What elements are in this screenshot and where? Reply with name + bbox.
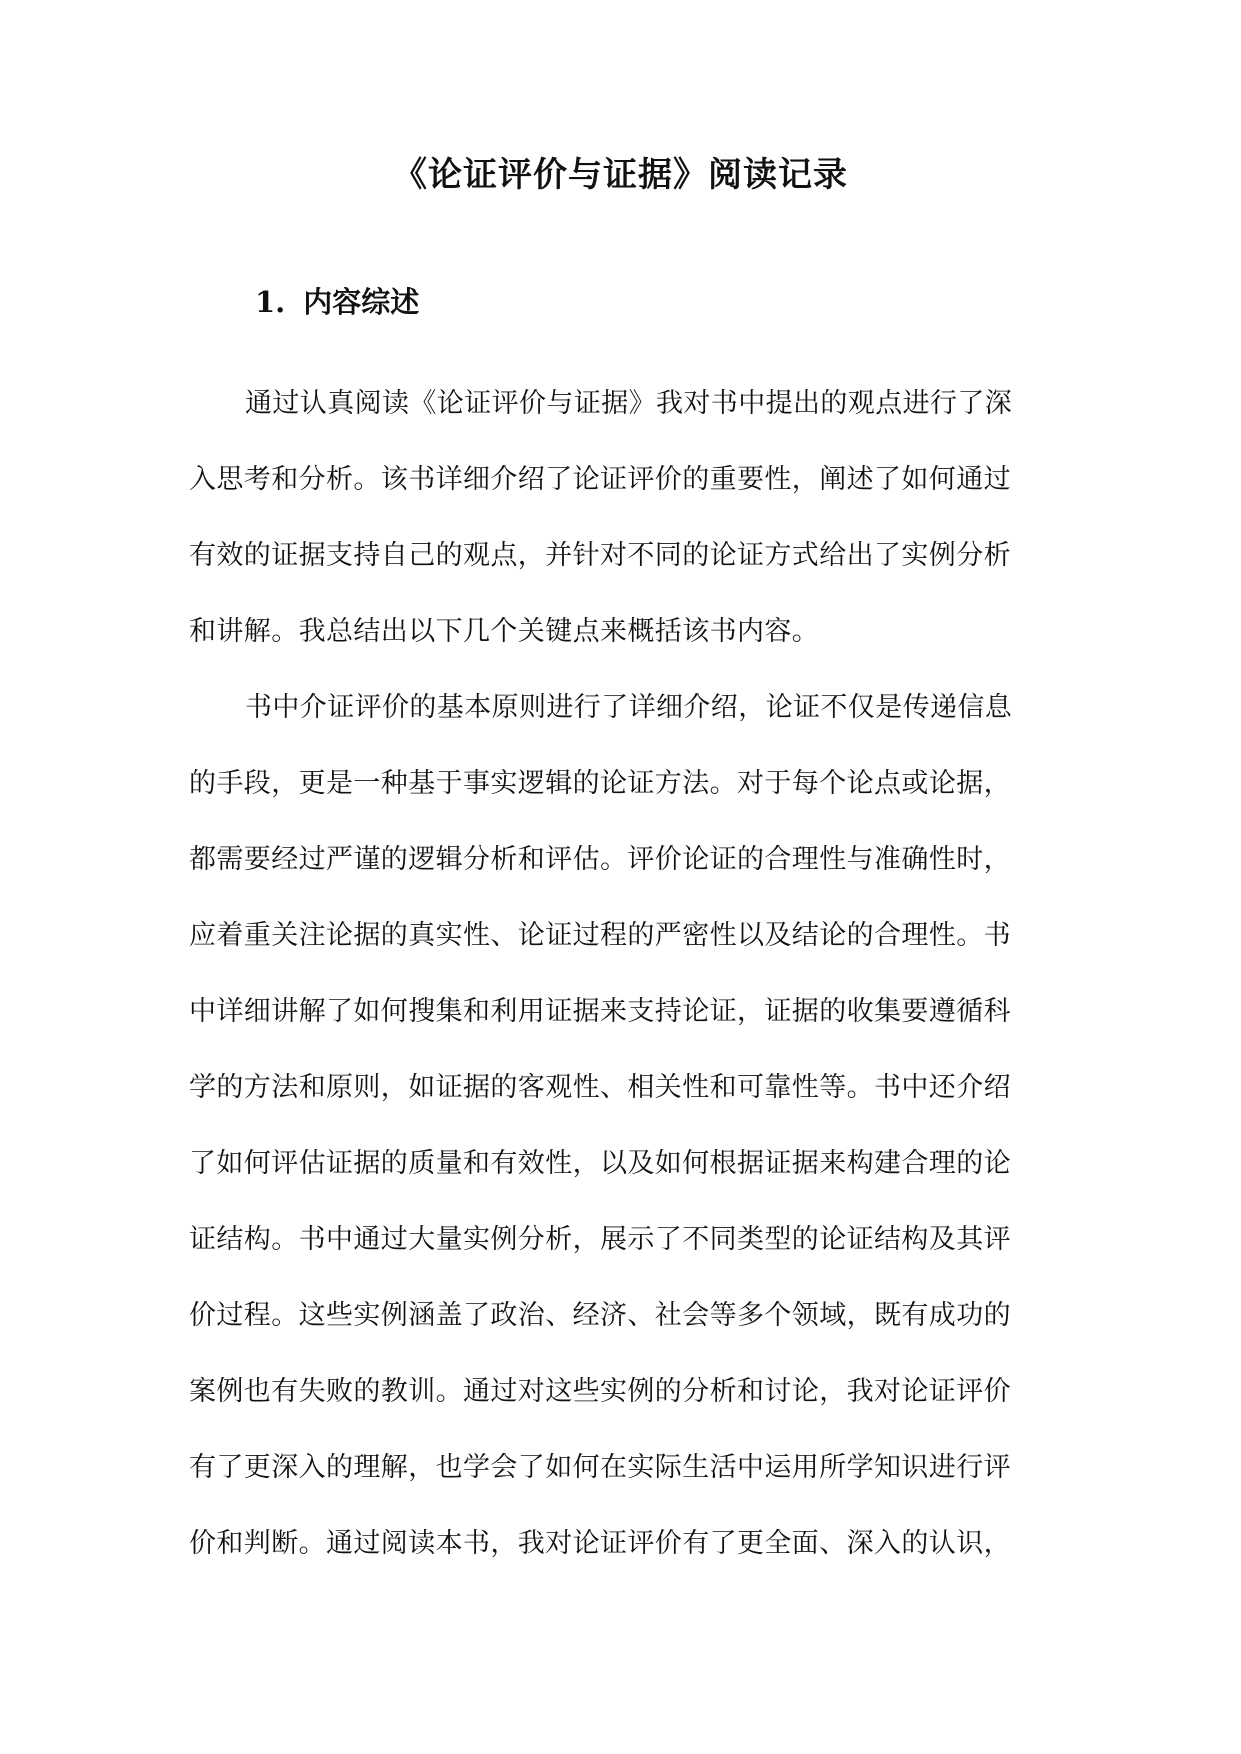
section-heading [255, 280, 419, 324]
paragraph-line: 价过程。这些实例涵盖了政治、经济、社会等多个领域，既有成功的 [189, 1300, 1011, 1331]
paragraph-line: 案例也有失败的教训。通过对这些实例的分析和讨论，我对论证评价 [189, 1376, 1011, 1407]
paragraph-line: 入思考和分析。该书详细介绍了论证评价的重要性，阐述了如何通过 [189, 464, 1011, 495]
paragraph-line: 的手段，更是一种基于事实逻辑的论证方法。对于每个论点或论据， [189, 768, 1011, 799]
paragraph-line: 价和判断。通过阅读本书，我对论证评价有了更全面、深入的认识， [189, 1528, 1011, 1559]
body-text [189, 366, 1049, 1582]
paragraph-line: 证结构。书中通过大量实例分析，展示了不同类型的论证结构及其评 [189, 1224, 1011, 1255]
section-heading-text: 内容综述 [303, 285, 420, 319]
paragraph-line: 应着重关注论据的真实性、论证过程的严密性以及结论的合理性。书 [189, 920, 1011, 951]
paragraph-line: 和讲解。我总结出以下几个关键点来概括该书内容。 [189, 616, 820, 647]
paragraph-line: 有效的证据支持自己的观点，并针对不同的论证方式给出了实例分析 [189, 540, 1011, 571]
paragraph-line: 学的方法和原则，如证据的客观性、相关性和可靠性等。书中还介绍 [189, 1072, 1011, 1103]
paragraph-line: 有了更深入的理解，也学会了如何在实际生活中运用所学知识进行评 [189, 1452, 1011, 1483]
paragraph-line: 通过认真阅读《论证评价与证据》我对书中提出的观点进行了深 [245, 388, 1013, 419]
paragraph-line: 书中介证评价的基本原则进行了详细介绍，论证不仅是传递信息 [245, 692, 1013, 723]
paragraph-line: 中详细讲解了如何搜集和利用证据来支持论证，证据的收集要遵循科 [189, 996, 1011, 1027]
section-number: 1. [255, 285, 286, 319]
paragraph-line: 都需要经过严谨的逻辑分析和评估。评价论证的合理性与准确性时， [189, 844, 1011, 875]
document-title: 《论证评价与证据》阅读记录 [393, 155, 848, 195]
paragraph-line: 了如何评估证据的质量和有效性，以及如何根据证据来构建合理的论 [189, 1148, 1011, 1179]
